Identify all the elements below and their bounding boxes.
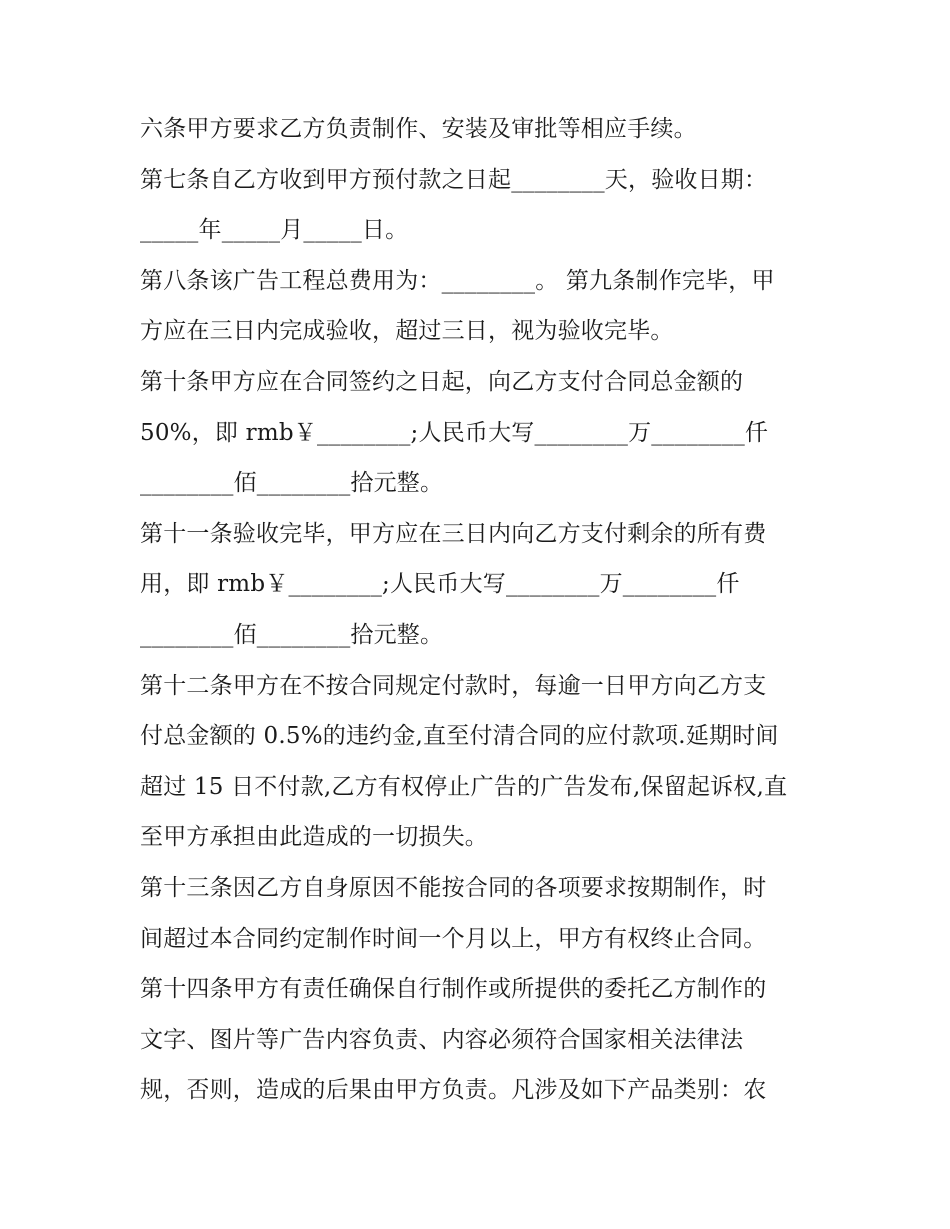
text-line: 文字、图片等广告内容负责、内容必须符合国家相关法律法 xyxy=(140,1026,744,1053)
text-line: 至甲方承担由此造成的一切损失。 xyxy=(140,824,488,851)
text-line: _____年_____月_____日。 xyxy=(140,217,409,244)
text-line: 方应在三日内完成验收，超过三日，视为验收完毕。 xyxy=(140,318,674,345)
text-line: 六条甲方要求乙方负责制作、安装及审批等相应手续。 xyxy=(140,116,697,142)
text-line: 第十一条验收完毕，甲方应在三日内向乙方支付剩余的所有费 xyxy=(140,520,767,547)
text-line: 规，否则，造成的后果由甲方负责。凡涉及如下产品类别：农 xyxy=(140,1077,767,1104)
text-line: 第十二条甲方在不按合同规定付款时，每逾一日甲方向乙方支 xyxy=(140,672,767,699)
contract-text xyxy=(140,104,820,1116)
text-line: 付总金额的 0.5%的违约金,直至付清合同的应付款项.延期时间 xyxy=(140,723,779,750)
text-line: 用，即 rmb￥________;人民币大写________万________仟 xyxy=(140,571,740,598)
text-line: 第十四条甲方有责任确保自行制作或所提供的委托乙方制作的 xyxy=(140,976,767,1003)
text-line: 间超过本合同约定制作时间一个月以上，甲方有权终止合同。 xyxy=(140,925,767,952)
text-line: 第十三条因乙方自身原因不能按合同的各项要求按期制作，时 xyxy=(140,874,767,901)
text-line: 第七条自乙方收到甲方预付款之日起________天，验收日期： xyxy=(140,166,768,193)
text-line: 超过 15 日不付款,乙方有权停止广告的广告发布,保留起诉权,直 xyxy=(140,773,788,800)
text-line: ________佰________拾元整。 xyxy=(140,470,444,497)
text-line: ________佰________拾元整。 xyxy=(140,621,444,648)
text-line: 50%，即 rmb￥________;人民币大写________万________仟 xyxy=(140,419,769,446)
text-line: 第十条甲方应在合同签约之日起，向乙方支付合同总金额的 xyxy=(140,368,744,395)
text-line: 第八条该广告工程总费用为：________。 第九条制作完毕，甲 xyxy=(140,267,775,294)
